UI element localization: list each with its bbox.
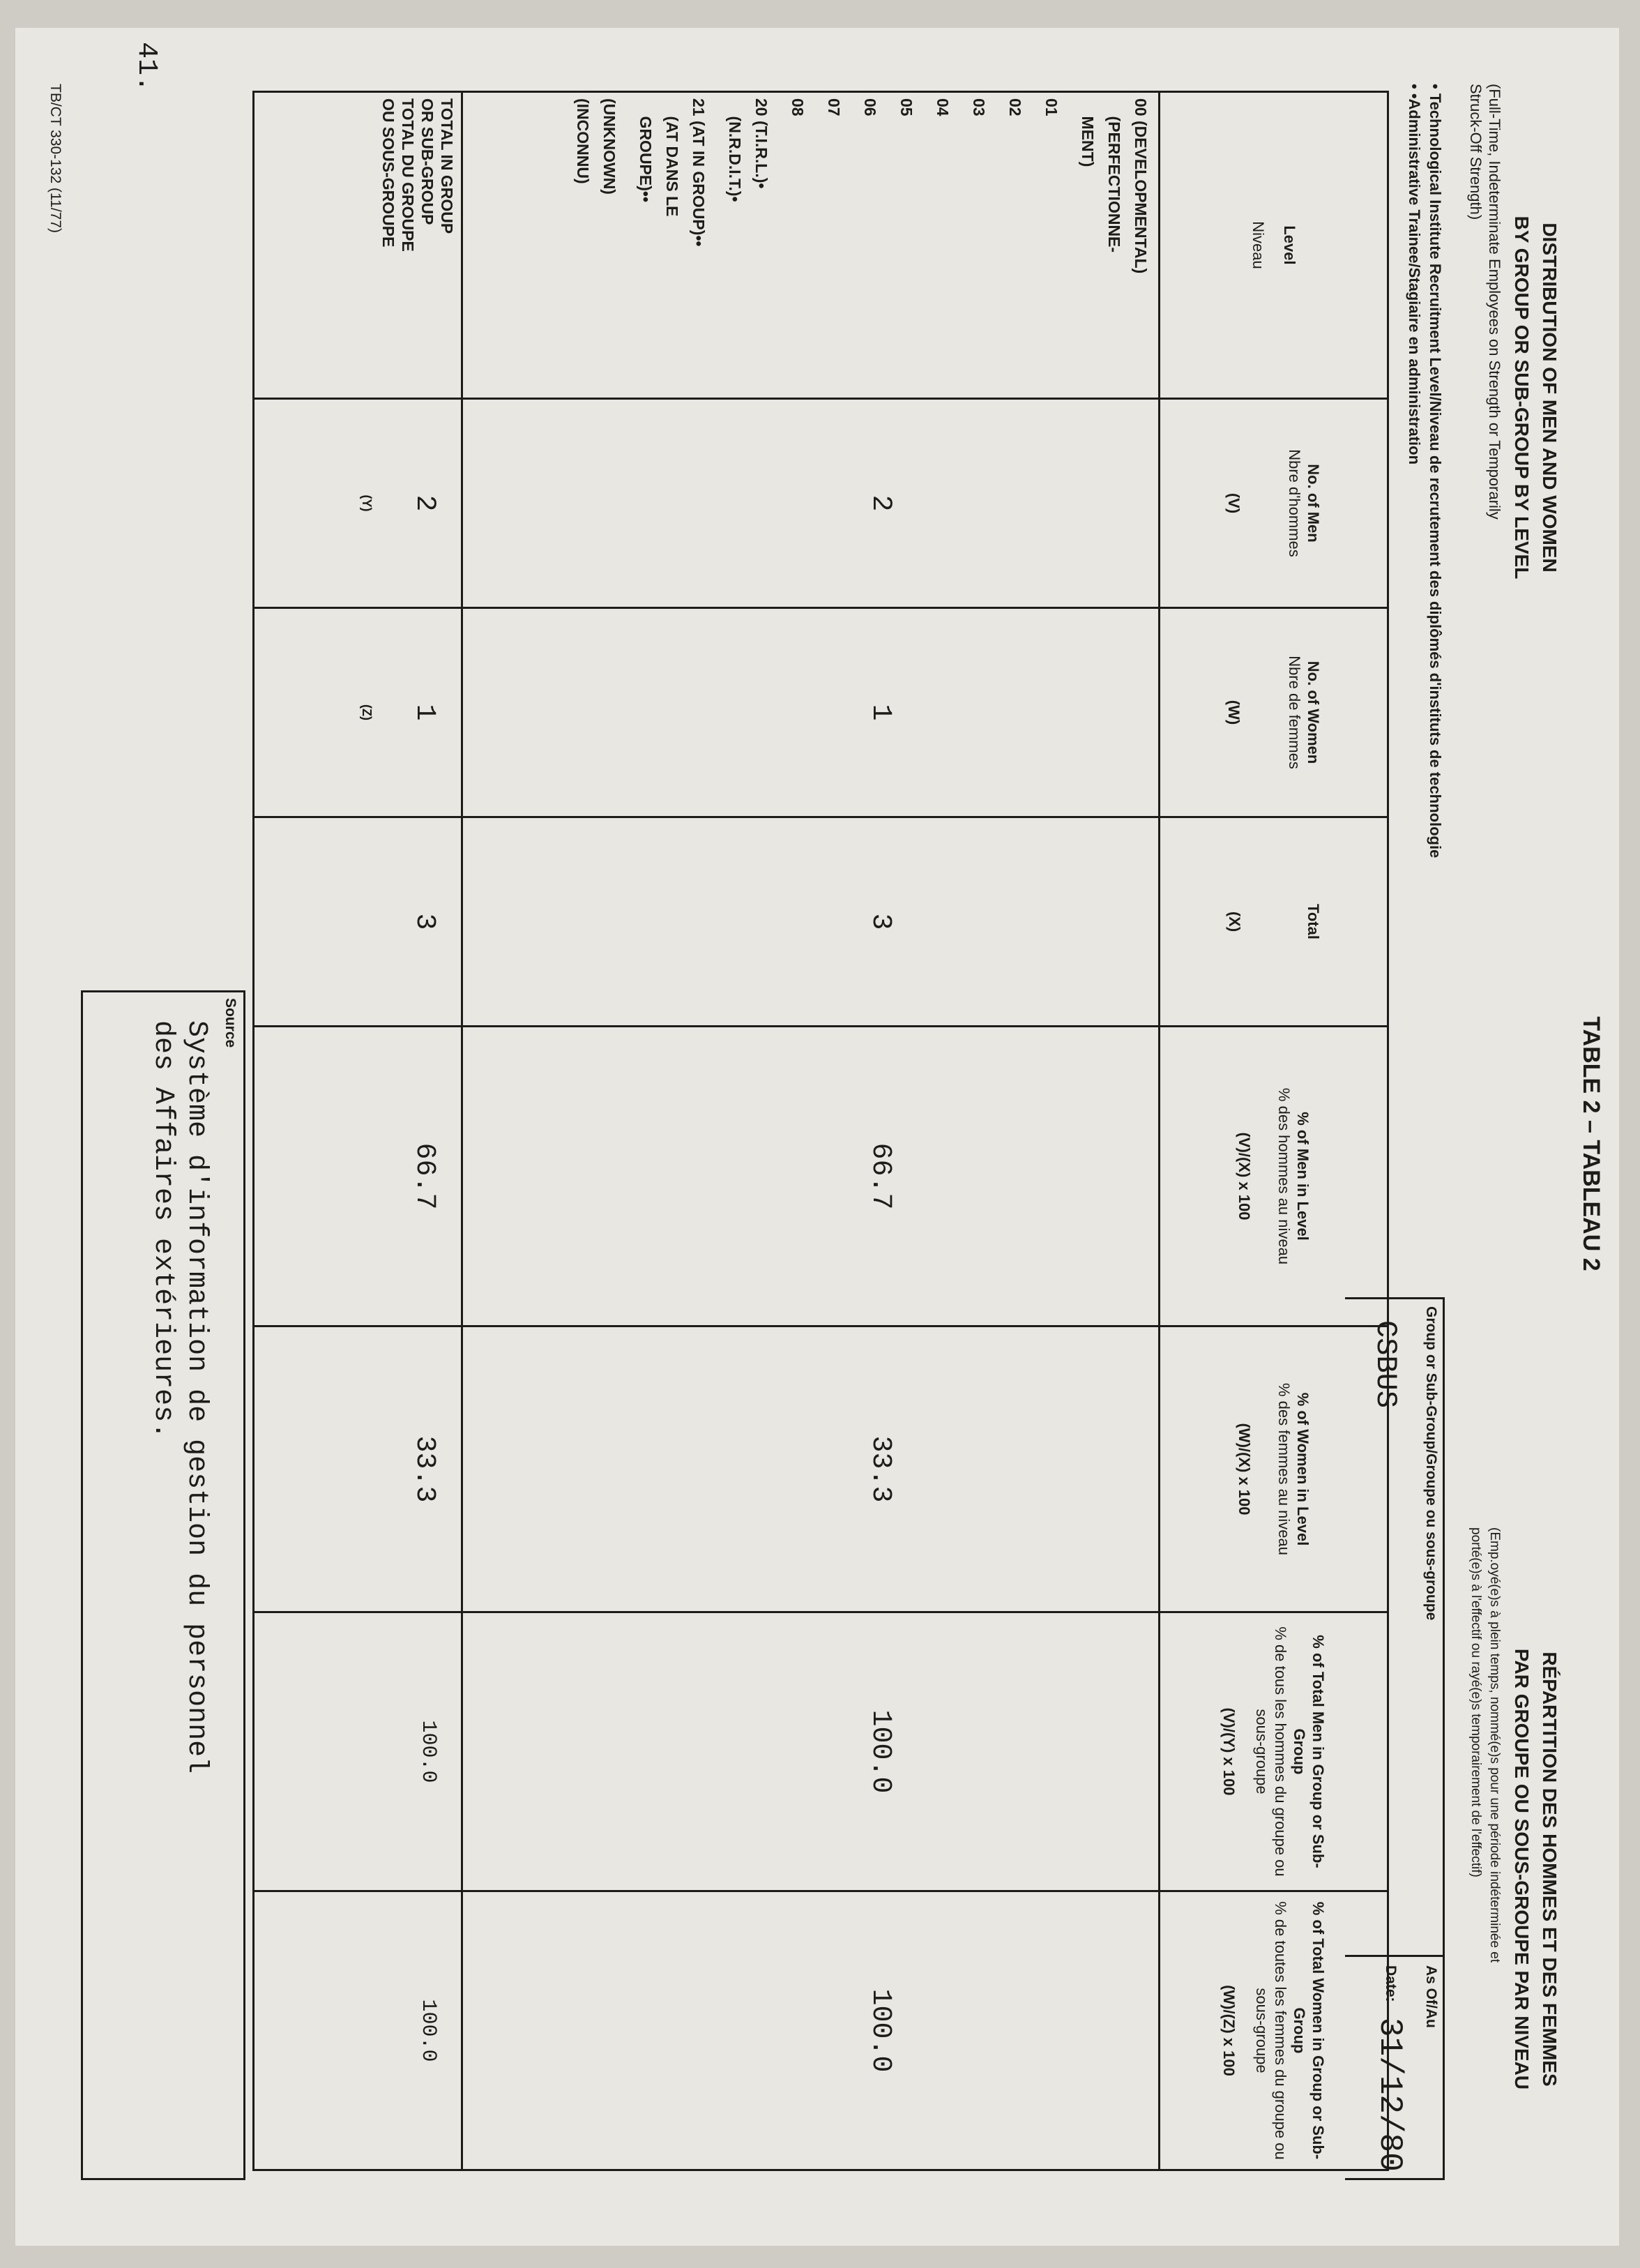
date-value: 31/12/80 <box>1372 2018 1408 2172</box>
total-total: 3 <box>409 913 441 930</box>
col-women-fr: Nbre de femmes <box>1286 656 1304 769</box>
level-00: 00 (DEVELOPMENTAL) <box>1132 98 1151 274</box>
pct-total-women-values <box>462 1891 1160 2170</box>
pct-total-men-values <box>462 1612 1160 1891</box>
title-fr-line2: PAR GROUPE OU SOUS-GROUPE PAR NIVEAU <box>1511 1648 1533 2090</box>
total-total-cell <box>254 817 462 1027</box>
total-pct-men: 66.7 <box>409 1142 441 1210</box>
col-pct-women-level <box>1160 1326 1388 1612</box>
level-01: 01 <box>1042 98 1061 116</box>
col-pct-women-level-fr: % des femmes au niveau <box>1275 1382 1293 1556</box>
total-pct-women-cell <box>254 1326 462 1612</box>
col-level-fr: Niveau <box>1249 221 1267 269</box>
title-en-line2: BY GROUP OR SUB-GROUP BY LEVEL <box>1511 216 1533 580</box>
women-values <box>462 608 1160 817</box>
total-label-cell <box>254 92 462 399</box>
total-label-4: OU SOUS-GROUPE <box>379 98 398 248</box>
source-box <box>81 990 245 2180</box>
footnote-2: • •Administrative Trainee/Stagiaire en administration <box>1406 84 1423 465</box>
asof-label: As Of/Au <box>1423 1965 1439 2028</box>
col-pct-total-women-formula: (W)/(Z) x 100 <box>1220 1985 1238 2076</box>
group-value: CSBUS <box>1369 1320 1402 1409</box>
level-00-fr2: MENT) <box>1079 98 1098 167</box>
level-21-fr2: GROUPE)•• <box>637 98 655 203</box>
total-women: 1 <box>409 704 441 721</box>
total-label-2: OR SUB-GROUP <box>418 98 437 225</box>
col-pct-total-men-formula: (V)/(Y) x 100 <box>1220 1707 1238 1796</box>
source-text <box>146 1020 213 1774</box>
total-pct-women: 33.3 <box>409 1435 441 1503</box>
source-line-1: Système d'information de gestion du personnel <box>181 1020 212 1774</box>
levels-row <box>462 92 1160 2170</box>
document-page <box>15 28 1619 2246</box>
rotated-form <box>15 28 1619 2246</box>
col-pct-men-level <box>1160 1027 1388 1326</box>
level-20-fr: (N.R.D.I.T.)• <box>726 98 745 202</box>
title-en-line1: DISTRIBUTION OF MEN AND WOMEN <box>1539 222 1561 573</box>
col-pct-total-women-en: % of Total Women in Group or Sub-Group <box>1291 1901 1328 2160</box>
col-pct-men-level-formula: (V)/(X) x 100 <box>1236 1132 1254 1220</box>
total-pct-total-men-cell <box>254 1612 462 1891</box>
total-values <box>462 817 1160 1027</box>
col-men-sym: (V) <box>1225 492 1243 514</box>
page-number: 41. <box>130 42 162 93</box>
col-level-en: Level <box>1280 225 1298 265</box>
total-men-cell <box>254 399 462 608</box>
total-pct-total-women: 100.0 <box>416 1999 441 2062</box>
total-men: 2 <box>409 494 441 512</box>
note-en-line2: Struck-Off Strength) <box>1467 84 1485 220</box>
level-21: 21 (AT IN GROUP)•• <box>690 98 708 247</box>
footnote-1: • Technological Institute Recruitment Level/Niveau de recrutement des diplômés d'instituts de technologie <box>1427 84 1444 859</box>
table-title: TABLE 2 – TABLEAU 2 <box>1578 1016 1604 1271</box>
men-values <box>462 399 1160 608</box>
total-pct-men-cell <box>254 1027 462 1326</box>
col-total-en: Total <box>1304 904 1322 939</box>
col-pct-total-women <box>1160 1891 1388 2170</box>
level-21-fr1: (AT DANS LE <box>663 98 682 217</box>
col-pct-total-men-fr: % de tous les hommes du groupe ou sous-groupe <box>1253 1626 1290 1877</box>
col-men-fr: Nbre d'hommes <box>1286 449 1304 557</box>
col-women-sym: (W) <box>1225 700 1243 725</box>
level-04-women: 1 <box>865 704 897 721</box>
col-men <box>1160 399 1388 608</box>
group-label: Group or Sub-Group/Groupe ou sous-groupe <box>1423 1306 1439 1621</box>
col-level <box>1160 92 1388 399</box>
level-04-pct-women: 33.3 <box>865 1435 897 1503</box>
source-label: Source <box>222 998 238 1048</box>
level-08: 08 <box>789 98 807 116</box>
total-label-1: TOTAL IN GROUP <box>438 98 457 234</box>
title-en <box>1508 84 1563 711</box>
total-label-3: TOTAL DU GROUPE <box>399 98 418 252</box>
level-00-fr1: (PERFECTIONNE- <box>1105 98 1124 253</box>
levels-cell <box>462 92 1160 399</box>
total-women-sym: (Z) <box>360 704 374 720</box>
level-04-pct-total-men: 100.0 <box>865 1709 897 1794</box>
note-en <box>1466 84 1504 921</box>
total-pct-total-men: 100.0 <box>416 1720 441 1783</box>
title-fr <box>1508 1527 1563 2211</box>
total-pct-total-women-cell <box>254 1891 462 2170</box>
note-fr-line1: (Emp.oyé(e)s à plein temps, nommé(e)s pour une période indéterminée et <box>1487 1527 1502 1963</box>
level-03: 03 <box>970 98 989 116</box>
total-men-sym: (Y) <box>360 494 374 512</box>
header-row <box>1160 92 1388 2170</box>
level-04: 04 <box>934 98 952 116</box>
col-pct-women-level-en: % of Women in Level <box>1294 1392 1312 1546</box>
level-05: 05 <box>897 98 916 116</box>
pct-men-values <box>462 1027 1160 1326</box>
total-row <box>254 92 462 2170</box>
col-pct-men-level-en: % of Men in Level <box>1294 1112 1312 1241</box>
level-20: 20 (T.I.R.L.)• <box>752 98 771 189</box>
date-label: Date: <box>1383 1965 1399 2002</box>
pct-women-values <box>462 1326 1160 1612</box>
col-total-sym: (X) <box>1225 911 1243 932</box>
col-pct-total-men-en: % of Total Men in Group or Sub-Group <box>1291 1635 1328 1868</box>
source-line-2: des Affaires extérieures. <box>147 1020 179 1439</box>
col-women-en: No. of Women <box>1305 660 1323 764</box>
level-04-pct-men: 66.7 <box>865 1142 897 1210</box>
level-07: 07 <box>825 98 844 116</box>
col-total <box>1160 817 1388 1027</box>
total-women-cell <box>254 608 462 817</box>
level-04-total: 3 <box>865 913 897 930</box>
note-fr-line2: porté(e)s à l'effectif ou rayé(e)s temporairement de l'effectif) <box>1468 1527 1483 1877</box>
level-inconnu: (INCONNU) <box>574 98 593 184</box>
col-women <box>1160 608 1388 817</box>
note-en-line1: (Full-Time, Indeterminate Employees on Strength or Temporarily <box>1486 84 1503 520</box>
title-fr-line1: RÉPARTITION DES HOMMES ET DES FEMMES <box>1539 1651 1561 2087</box>
level-06: 06 <box>861 98 880 116</box>
level-04-men: 2 <box>865 494 897 512</box>
col-pct-total-men <box>1160 1612 1388 1891</box>
form-number: TB/CT 330-132 (11/77) <box>47 84 63 233</box>
level-04-pct-total-women: 100.0 <box>865 1988 897 2073</box>
col-men-en: No. of Men <box>1305 464 1323 543</box>
distribution-table <box>252 91 1389 2171</box>
level-unknown: (UNKNOWN) <box>600 98 619 195</box>
note-fr <box>1466 1527 1504 2225</box>
level-02: 02 <box>1006 98 1025 116</box>
col-pct-total-women-fr: % de toutes les femmes du groupe ou sous-groupe <box>1253 1901 1290 2160</box>
col-pct-men-level-fr: % des hommes au niveau <box>1275 1087 1293 1265</box>
col-pct-women-level-formula: (W)/(X) x 100 <box>1236 1423 1254 1515</box>
